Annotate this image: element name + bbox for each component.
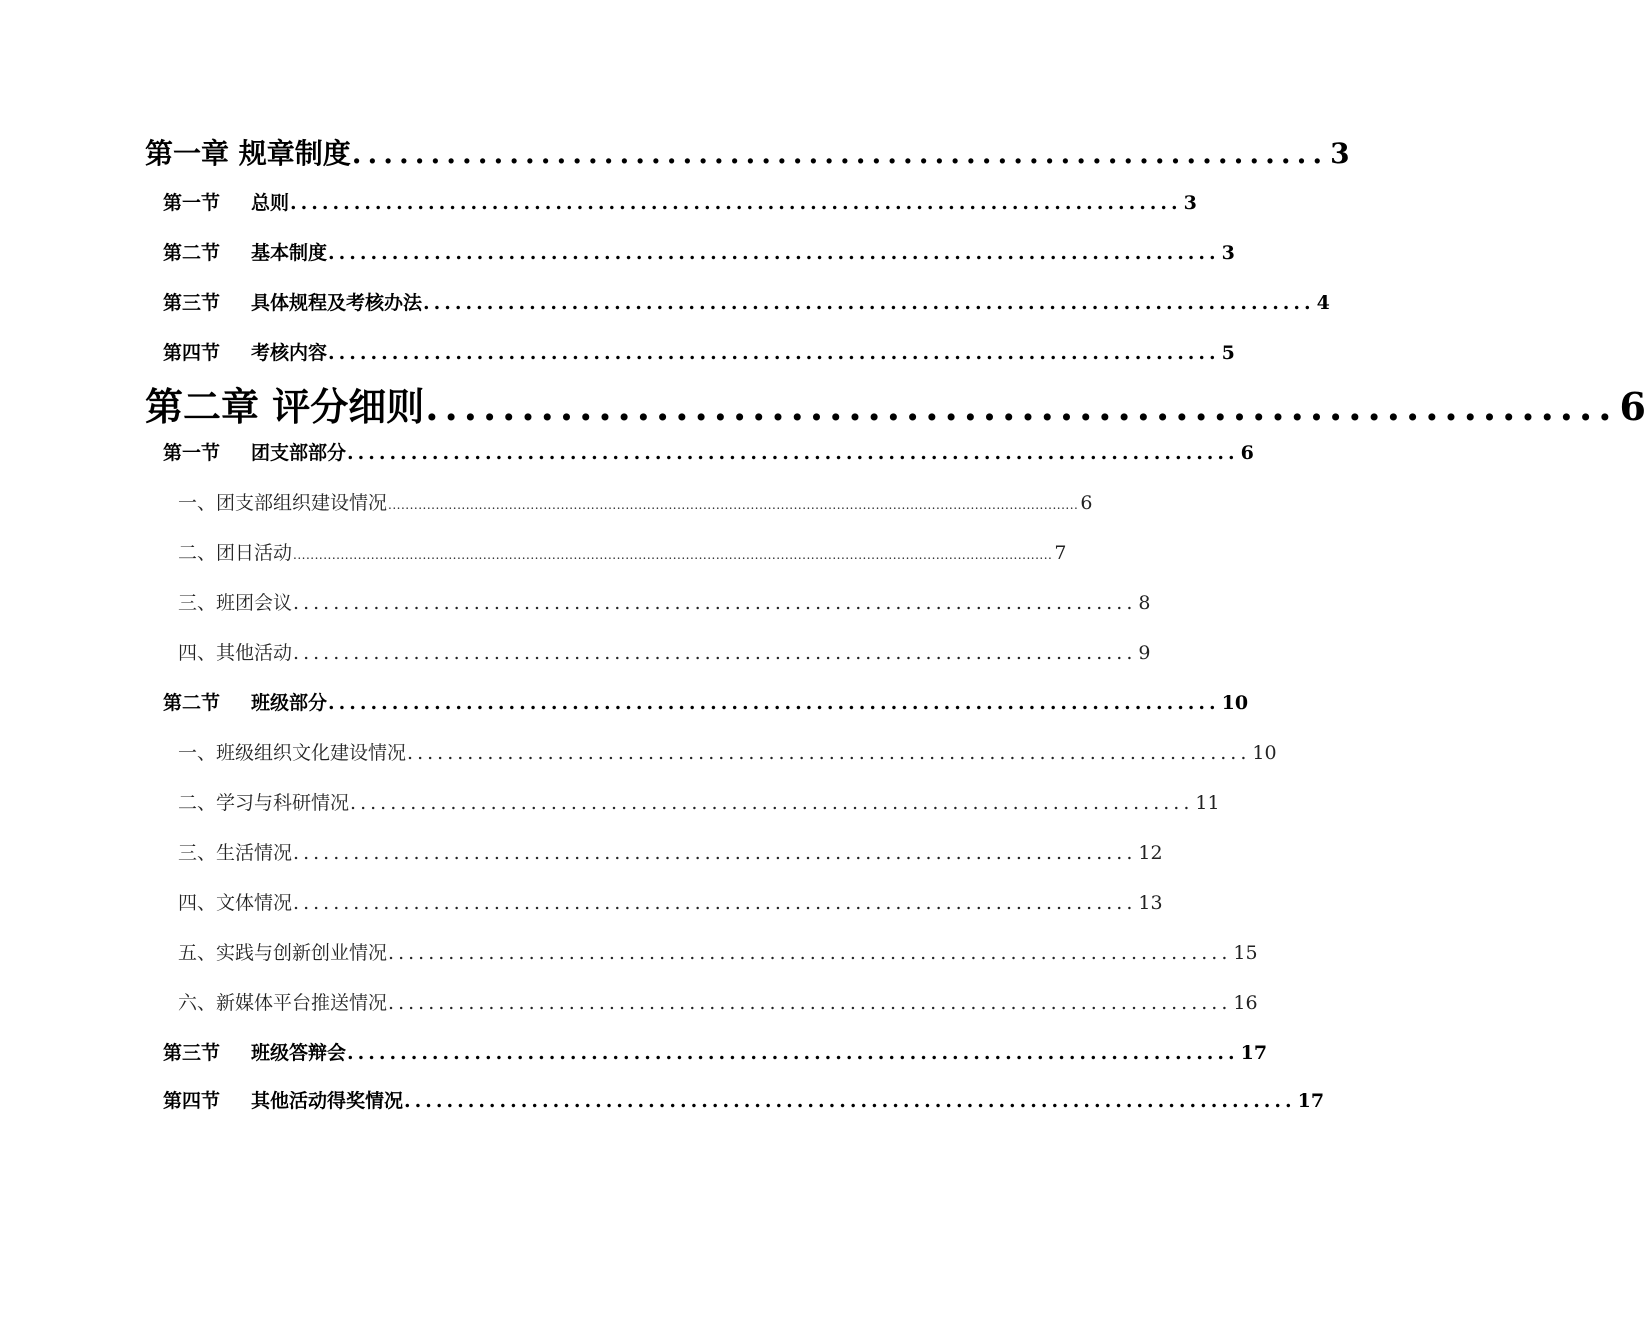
toc-entry-item[interactable]	[178, 738, 1277, 765]
toc-entry-title: 第三节 具体规程及考核办法	[163, 292, 423, 314]
toc-entry-item[interactable]	[178, 788, 1220, 815]
toc-entry-item[interactable]	[178, 588, 1151, 615]
toc-entry-title: 第一章 规章制度	[145, 137, 351, 170]
dot-leader: ....................................................................................	[407, 742, 1251, 764]
toc-page-number: 6	[1080, 492, 1093, 514]
dot-leader: ....................................................................................	[328, 692, 1220, 714]
dot-leader: ................................................................................................................................................................	[388, 498, 1079, 512]
toc-entry-item[interactable]	[178, 638, 1151, 665]
dot-leader: ....................................................................................	[350, 792, 1194, 814]
toc-entry-section[interactable]	[163, 688, 1249, 715]
dot-leader: ....................................................................................	[290, 192, 1182, 214]
toc-entry-title: 三、班团会议	[178, 592, 293, 614]
toc-entry-title: 一、班级组织文化建设情况	[178, 742, 407, 764]
toc-entry-item[interactable]	[178, 988, 1258, 1015]
toc-entry-section[interactable]	[163, 288, 1330, 315]
toc-entry-title: 一、团支部组织建设情况	[178, 492, 388, 514]
toc-entry-section[interactable]	[163, 238, 1235, 265]
toc-entry-title: 第二章 评分细则	[145, 384, 425, 429]
toc-page-number: 16	[1233, 992, 1258, 1014]
toc-entry-title: 二、团日活动	[178, 542, 293, 564]
toc-page-number: 3	[1183, 192, 1197, 214]
toc-entry-chapter-1[interactable]	[145, 132, 1350, 172]
toc-entry-title: 第一节 团支部部分	[163, 442, 347, 464]
toc-entry-title: 六、新媒体平台推送情况	[178, 992, 388, 1014]
toc-entry-title: 五、实践与创新创业情况	[178, 942, 388, 964]
toc-entry-title: 第四节 其他活动得奖情况	[163, 1090, 404, 1112]
toc-entry-title: 四、其他活动	[178, 642, 293, 664]
toc-page-number: 9	[1138, 642, 1151, 664]
toc-page-number: 3	[1221, 242, 1235, 264]
dot-leader: ....................................................................................	[328, 342, 1220, 364]
toc-entry-section[interactable]	[163, 1086, 1325, 1113]
toc-entry-title: 二、学习与科研情况	[178, 792, 350, 814]
toc-page-number: 7	[1054, 542, 1067, 564]
toc-entry-title: 第一节 总则	[163, 192, 290, 214]
toc-page-number: 8	[1138, 592, 1151, 614]
toc-entry-title: 第三节 班级答辩会	[163, 1042, 347, 1064]
toc-entry-item[interactable]	[178, 888, 1163, 915]
toc-page-number: 4	[1316, 292, 1330, 314]
toc-page-number: 17	[1240, 1042, 1268, 1064]
toc-page-number: 10	[1252, 742, 1277, 764]
toc-entry-item[interactable]	[178, 938, 1258, 965]
toc-entry-item[interactable]	[178, 838, 1163, 865]
toc-entry-title: 第二节 班级部分	[163, 692, 328, 714]
toc-page-number: 12	[1138, 842, 1163, 864]
toc-page-number: 13	[1138, 892, 1163, 914]
toc-entry-title: 第二节 基本制度	[163, 242, 328, 264]
toc-entry-title: 三、生活情况	[178, 842, 293, 864]
toc-entry-section[interactable]	[163, 438, 1254, 465]
dot-leader: ....................................................................................	[388, 942, 1232, 964]
toc-page-number: 6	[1240, 442, 1254, 464]
dot-leader: ....................................................................................	[293, 842, 1137, 864]
dot-leader: ....................................................................................	[388, 992, 1232, 1014]
toc-page-number: 6	[1619, 384, 1646, 429]
toc-entry-section[interactable]	[163, 188, 1197, 215]
dot-leader: ..............................................................	[425, 384, 1618, 429]
toc-page-number: 10	[1221, 692, 1249, 714]
toc-entry-section[interactable]	[163, 1038, 1268, 1065]
dot-leader: ....................................................................................	[293, 642, 1137, 664]
toc-page-number: 17	[1297, 1090, 1325, 1112]
dot-leader: ................................................................................................................................................................................	[293, 548, 1053, 562]
dot-leader: ....................................................................................	[423, 292, 1315, 314]
toc-page-number: 5	[1221, 342, 1235, 364]
toc-page-number: 3	[1330, 137, 1350, 170]
toc-page-number: 11	[1195, 792, 1220, 814]
dot-leader: ....................................................................................	[347, 442, 1239, 464]
dot-leader: ..............................................................	[351, 137, 1329, 170]
toc-entry-item[interactable]	[178, 488, 1093, 515]
toc-entry-title: 第四节 考核内容	[163, 342, 328, 364]
dot-leader: ....................................................................................	[404, 1090, 1296, 1112]
toc-entry-section[interactable]	[163, 338, 1235, 365]
dot-leader: ....................................................................................	[293, 892, 1137, 914]
dot-leader: ....................................................................................	[293, 592, 1137, 614]
toc-page-number: 15	[1233, 942, 1258, 964]
toc-entry-title: 四、文体情况	[178, 892, 293, 914]
dot-leader: ....................................................................................	[328, 242, 1220, 264]
toc-entry-chapter-2[interactable]	[145, 376, 1646, 431]
dot-leader: ....................................................................................	[347, 1042, 1239, 1064]
toc-entry-item[interactable]	[178, 538, 1067, 565]
